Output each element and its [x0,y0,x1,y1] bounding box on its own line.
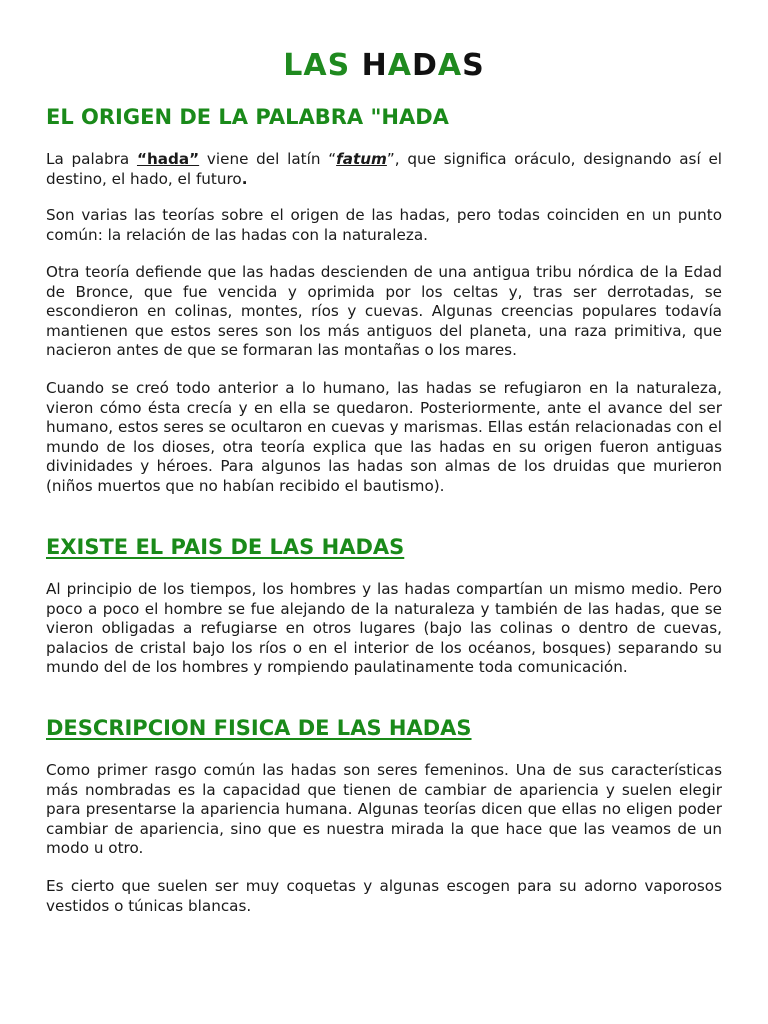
paragraph-origen-2: Son varias las teorías sobre el origen de las hadas, pero todas coinciden en un punto común: la relación de las hadas con la naturaleza. [46,206,722,244]
text-run: La palabra [46,150,137,168]
section-heading-pais: EXISTE EL PAIS DE LAS HADAS [46,535,405,559]
title-part: D [412,48,438,83]
text-run: ”, que significa oráculo, designando así el destino, el hado, el futuro [46,150,723,188]
title-part: AS [303,48,351,83]
paragraph-descripcion-2: Es cierto que suelen ser muy coquetas y algunas escogen para su adorno vaporosos vestidos o túnicas blancas. [46,877,722,915]
section-heading-descripcion: DESCRIPCION FISICA DE LAS HADAS [46,716,472,740]
term-fatum: fatum [336,150,387,168]
text-run: . [241,169,248,188]
section-heading-origen: EL ORIGEN DE LA PALABRA "HADA [46,105,449,129]
text-run: viene del latín “ [199,150,337,168]
paragraph-origen-3: Otra teoría defiende que las hadas descienden de una antigua tribu nórdica de la Edad de Bronce, que fue vencida y oprimida por los celtas y, tras ser derrotadas, se escondieron en colinas, montes, ríos y cuevas. Algunas creencias populares todavía mantienen que estos seres son los más antiguos del planeta, una raza primitiva, que nacieron antes de que se formaran las montañas o los mares. [46,263,722,359]
document-title [0,46,768,86]
title-part: L [283,48,304,83]
title-part: A [437,48,463,83]
title-part: A [387,48,412,83]
title-part: S [462,48,485,83]
paragraph-pais-1: Al principio de los tiempos, los hombres y las hadas compartían un mismo medio. Pero poco a poco el hombre se fue alejando de la naturaleza y también de las hadas, que se vieron obligadas a refugiarse en otros lugares (bajo las colinas o dentro de cuevas, palacios de cristal bajo los ríos o en el interior de los océanos, bosques) separando su mundo del de los hombres y rompiendo paulatinamente toda comunicación. [46,580,722,676]
paragraph-origen-1 [46,150,722,189]
paragraph-descripcion-1: Como primer rasgo común las hadas son seres femeninos. Una de sus características más nombradas es la capacidad que tienen de cambiar de apariencia y suelen elegir para presentarse la apariencia humana. Algunas teorías dicen que ellas no eligen poder cambiar de apariencia, sino que es nuestra mirada la que hace que las veamos de un modo u otro. [46,761,722,857]
paragraph-origen-4: Cuando se creó todo anterior a lo humano, las hadas se refugiaron en la naturaleza, vieron cómo ésta crecía y en ella se quedaron. Posteriormente, ante el avance del ser humano, estos seres se ocultaron en cuevas y marismas. Ellas están relacionadas con el mundo de los dioses, otra teoría explica que las hadas en su origen fueron antiguas divinidades y héroes. Para algunos las hadas son almas de los druidas que murieron (niños muertos que no habían recibido el bautismo). [46,379,722,495]
term-hada: “hada” [136,150,200,168]
title-part: H [350,48,388,83]
